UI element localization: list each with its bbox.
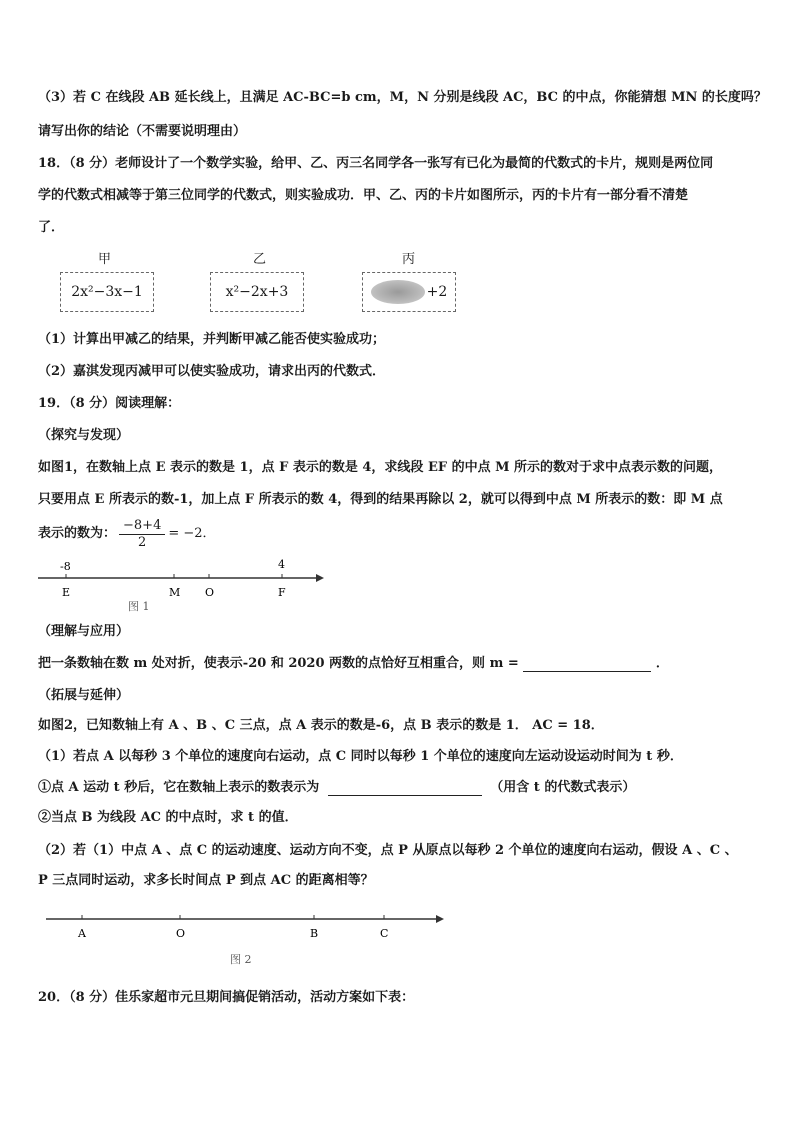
q19-apply-line — [38, 656, 758, 672]
point-label-a: A — [78, 927, 86, 940]
card-bing — [362, 272, 456, 312]
fraction-numerator: −8+4 — [119, 518, 165, 535]
card-bing-expr: +2 — [426, 284, 448, 300]
q19-p1-line1: 如图1，在数轴上点 E 表示的数是 1，点 F 表示的数是 4，求线段 EF 的中点 M 所示的数对于求中点表示数的问题， — [38, 460, 723, 475]
card-jia-expr: 2x²−3x−1 — [71, 284, 143, 300]
point-label-m: M — [169, 586, 181, 599]
tick-value-f: 4 — [278, 558, 285, 571]
point-label-o: O — [205, 586, 215, 599]
q19-extend-text: 如图2，已知数轴上有 A 、B 、C 三点，点 A 表示的数是-6，点 B 表示的数是 1． AC = 18． — [38, 718, 604, 733]
card-jia — [60, 272, 154, 312]
q19-sub1b: ②当点 B 为线段 AC 的中点时，求 t 的值． — [38, 810, 298, 825]
q17-part3-line2: 请写出你的结论（不需要说明理由） — [38, 124, 247, 139]
q18-sub2: （2）嘉淇发现丙减甲可以使实验成功，请求出丙的代数式． — [38, 364, 386, 379]
midpoint-fraction — [119, 518, 165, 551]
q20-line1: 20．（8 分）佳乐家超市元旦期间搞促销活动，活动方案如下表： — [38, 990, 415, 1005]
figure-2-caption: 图 2 — [230, 953, 252, 966]
q19-p1-line3-prefix: 表示的数为： — [38, 526, 117, 541]
q19-explore-heading: （探究与发现） — [38, 428, 130, 443]
point-label-c: C — [380, 927, 389, 940]
point-label-e: E — [62, 586, 71, 599]
q19-p1-line2: 只要用点 E 所表示的数-1，加上点 F 所表示的数 4，得到的结果再除以 2，就可以得到中点 M 所表示的数：即 M 点 — [38, 492, 723, 507]
point-label-o: O — [176, 927, 186, 940]
q19-apply-heading: （理解与应用） — [38, 624, 130, 639]
q19-sub2-line2: P 三点同时运动，求多长时间点 P 到点 AC 的距离相等？ — [38, 873, 374, 888]
card-yi — [210, 272, 304, 312]
sub1a-suffix: （用含 t 的代数式表示） — [490, 780, 636, 795]
answer-blank-m[interactable] — [523, 657, 651, 672]
q18-line2: 学的代数式相减等于第三位同学的代数式，则实验成功．甲、乙、丙的卡片如图所示，丙的卡片有一部分看不清楚 — [38, 188, 689, 203]
q18-line1: 18．（8 分）老师设计了一个数学实验，给甲、乙、丙三名同学各一张写有已化为最简的代数式的卡片，规则是两位同 — [38, 156, 714, 171]
sub1a-prefix: ①点 A 运动 t 秒后，它在数轴上表示的数表示为 — [38, 780, 320, 795]
figure-1-number-line — [30, 556, 330, 616]
q18-line3: 了． — [38, 220, 65, 235]
figure-2-number-line — [38, 905, 458, 969]
point-label-b: B — [310, 927, 319, 940]
q19-title: 19．（8 分）阅读理解： — [38, 396, 181, 411]
q19-sub2-line1: （2）若（1）中点 A 、点 C 的运动速度、运动方向不变，点 P 从原点以每秒 2 个单位的速度向右运动，假设 A 、C 、 — [38, 843, 738, 858]
arrow-head — [436, 915, 444, 923]
figure-1-caption: 图 1 — [128, 600, 150, 613]
q19-sub1: （1）若点 A 以每秒 3 个单位的速度向右运动，点 C 同时以每秒 1 个单位的速度向左运动设运动时间为 t 秒． — [38, 749, 683, 764]
card-yi-expr: x²−2x+3 — [225, 284, 289, 300]
card-label-yi: 乙 — [253, 252, 267, 267]
fraction-result: = −2． — [168, 526, 216, 541]
q17-part3-line1: （3）若 C 在线段 AB 延长线上，且满足 AC-BC=b cm，M，N 分别是线段 AC，BC 的中点，你能猜想 MN 的长度吗？ — [38, 90, 767, 105]
card-label-jia: 甲 — [98, 252, 112, 267]
card-label-bing: 丙 — [402, 252, 416, 267]
point-label-f: F — [278, 586, 286, 599]
arrow-head — [316, 574, 324, 582]
tick-value-e: -8 — [60, 560, 71, 573]
fraction-denominator: 2 — [138, 534, 147, 550]
apply-end: ． — [655, 656, 669, 671]
answer-blank-a-position[interactable] — [328, 781, 482, 796]
q18-sub1: （1）计算出甲减乙的结果，并判断甲减乙能否使实验成功； — [38, 332, 386, 347]
apply-text: 把一条数轴在数 m 处对折，使表示-20 和 2020 两数的点恰好互相重合，则 m = — [38, 656, 519, 671]
blurred-smudge — [371, 280, 425, 304]
q19-p1-line3 — [38, 516, 758, 552]
q19-extend-heading: （拓展与延伸） — [38, 688, 130, 703]
q19-sub1a — [38, 780, 758, 796]
